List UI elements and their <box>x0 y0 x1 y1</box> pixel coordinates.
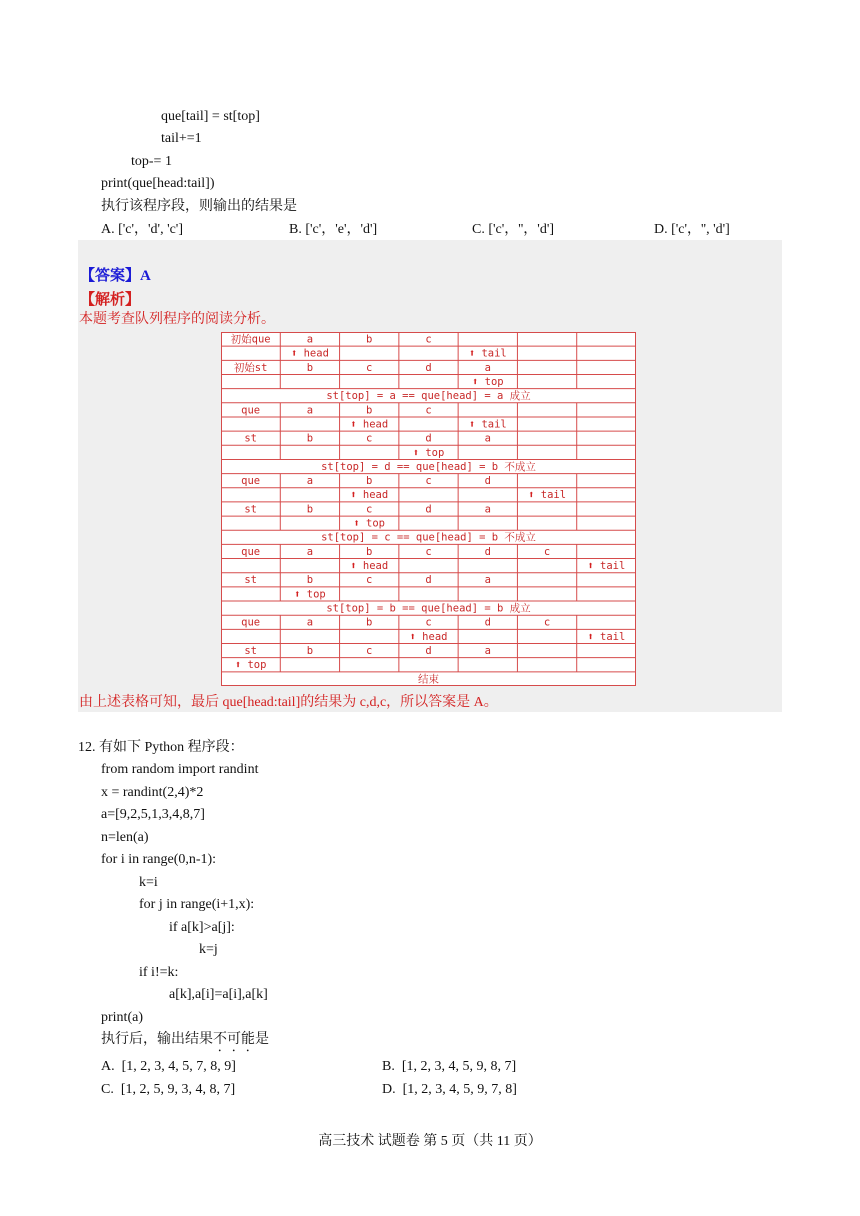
trace-condition: st[top] = c == que[head] = b 不成立 <box>321 531 536 544</box>
analysis-heading: 【解析】 <box>80 292 141 308</box>
trace-cell: st <box>244 644 257 657</box>
trace-cell: b <box>366 333 373 346</box>
trace-pointer: ⬆ tail <box>587 560 626 573</box>
trace-cell: a <box>484 361 491 374</box>
trace-cell: d <box>484 475 491 488</box>
trace-cell: c <box>543 545 551 558</box>
trace-cell: que <box>241 404 261 417</box>
trace-cell: d <box>484 616 491 629</box>
trace-cell: b <box>366 545 373 558</box>
trace-cell: c <box>366 361 373 374</box>
trace-cell: c <box>425 333 432 346</box>
code-line: a[k],a[i]=a[i],a[k] <box>169 987 268 1002</box>
option-d: D. ['c'，'', 'd'] <box>654 222 730 237</box>
option-c: C. [1, 2, 5, 9, 3, 4, 8, 7] <box>101 1082 236 1097</box>
trace-condition: st[top] = d == que[head] = b 不成立 <box>321 460 536 473</box>
q12-stem: 12. 有如下 Python 程序段： <box>78 740 244 755</box>
trace-cell: a <box>306 616 314 629</box>
code-line: print(que[head:tail]) <box>101 176 215 191</box>
option-b: B. ['c'，'e'，'d'] <box>289 222 378 237</box>
trace-cell: c <box>366 574 373 587</box>
trace-cell: b <box>306 432 314 445</box>
trace-cell: d <box>425 644 432 657</box>
trace-table-svg <box>221 332 636 686</box>
option-d: D. [1, 2, 3, 4, 5, 9, 7, 8] <box>382 1082 517 1097</box>
trace-pointer: ⬆ top <box>294 588 326 601</box>
trace-cell: que <box>241 545 261 558</box>
trace-cell: c <box>425 616 432 629</box>
trace-cell: a <box>306 475 314 488</box>
trace-cell: a <box>306 404 314 417</box>
code-line: n=len(a) <box>101 830 149 845</box>
trace-cell: c <box>543 616 551 629</box>
trace-cell: d <box>425 361 432 374</box>
option-a: A. [1, 2, 3, 4, 5, 7, 8, 9] <box>101 1059 236 1074</box>
trace-pointer: ⬆ head <box>350 418 389 431</box>
page-footer: 高三技术 试题卷 第 5 页（共 11 页） <box>318 1134 542 1149</box>
trace-pointer: ⬆ tail <box>468 347 507 360</box>
trace-cell: a <box>306 333 314 346</box>
trace-pointer: ⬆ top <box>471 375 504 388</box>
trace-pointer: ⬆ head <box>350 489 389 502</box>
trace-cell: c <box>425 475 432 488</box>
code-line: for j in range(i+1,x): <box>139 897 255 912</box>
trace-cell: d <box>425 574 432 587</box>
trace-cell: st <box>244 574 257 587</box>
trace-cell: 初始que <box>230 333 271 346</box>
trace-condition: 结束 <box>418 673 439 686</box>
trace-cell: que <box>241 616 261 629</box>
analysis-conclusion: 由上述表格可知，最后 que[head:tail]的结果为 c,d,c，所以答案是 A。 <box>79 695 498 710</box>
trace-cell: c <box>366 503 373 516</box>
trace-cell: st <box>244 432 257 445</box>
question-prompt: 执行该程序段，则输出的结果是 <box>101 199 297 214</box>
trace-cell: d <box>484 545 491 558</box>
code-line: for i in range(0,n-1): <box>101 852 217 867</box>
trace-table <box>221 332 636 686</box>
option-a: A. ['c'，'d', 'c'] <box>101 222 183 237</box>
trace-condition: st[top] = b == que[head] = b 成立 <box>326 602 531 615</box>
trace-pointer: ⬆ tail <box>587 630 626 643</box>
trace-pointer: ⬆ head <box>350 560 389 573</box>
option-c: C. ['c'，''，'d'] <box>472 222 555 237</box>
trace-cell: b <box>306 644 314 657</box>
trace-cell: b <box>306 574 314 587</box>
code-line: x = randint(2,4)*2 <box>101 785 204 800</box>
code-line: tail+=1 <box>161 131 202 146</box>
trace-cell: b <box>366 616 373 629</box>
code-line: a=[9,2,5,1,3,4,8,7] <box>101 807 205 822</box>
trace-cell: 初始st <box>233 361 268 374</box>
trace-cell: a <box>484 574 491 587</box>
code-line: top-= 1 <box>131 154 172 169</box>
trace-pointer: ⬆ tail <box>468 418 507 431</box>
trace-cell: b <box>306 361 314 374</box>
code-line: if a[k]>a[j]: <box>169 920 235 935</box>
code-line: print(a) <box>101 1010 143 1025</box>
code-line: que[tail] = st[top] <box>161 109 260 124</box>
trace-pointer: ⬆ tail <box>528 489 567 502</box>
trace-cell: que <box>241 475 261 488</box>
q12-question: 执行后，输出结果不可能是 <box>101 1032 269 1047</box>
trace-cell: c <box>425 545 432 558</box>
code-line: k=j <box>199 942 218 957</box>
trace-pointer: ⬆ top <box>412 446 445 459</box>
trace-cell: a <box>484 503 491 516</box>
trace-cell: b <box>366 404 373 417</box>
trace-cell: a <box>484 644 491 657</box>
analysis-intro: 本题考查队列程序的阅读分析。 <box>79 312 275 327</box>
code-line: k=i <box>139 875 158 890</box>
answer-heading: 【答案】A <box>80 268 151 284</box>
trace-cell: b <box>306 503 314 516</box>
code-line: from random import randint <box>101 762 259 777</box>
trace-cell: c <box>366 644 373 657</box>
trace-cell: b <box>366 475 373 488</box>
option-b: B. [1, 2, 3, 4, 5, 9, 8, 7] <box>382 1059 517 1074</box>
code-line: if i!=k: <box>139 965 179 980</box>
trace-cell: c <box>366 432 373 445</box>
trace-pointer: ⬆ top <box>234 659 267 672</box>
trace-cell: a <box>306 545 314 558</box>
trace-cell: a <box>484 432 491 445</box>
trace-cell: st <box>244 503 257 516</box>
trace-pointer: ⬆ top <box>353 517 386 530</box>
trace-cell: d <box>425 503 432 516</box>
trace-condition: st[top] = a == que[head] = a 成立 <box>326 390 531 403</box>
trace-cell: c <box>425 404 432 417</box>
trace-pointer: ⬆ head <box>409 630 448 643</box>
trace-pointer: ⬆ head <box>290 347 329 360</box>
trace-cell: d <box>425 432 432 445</box>
